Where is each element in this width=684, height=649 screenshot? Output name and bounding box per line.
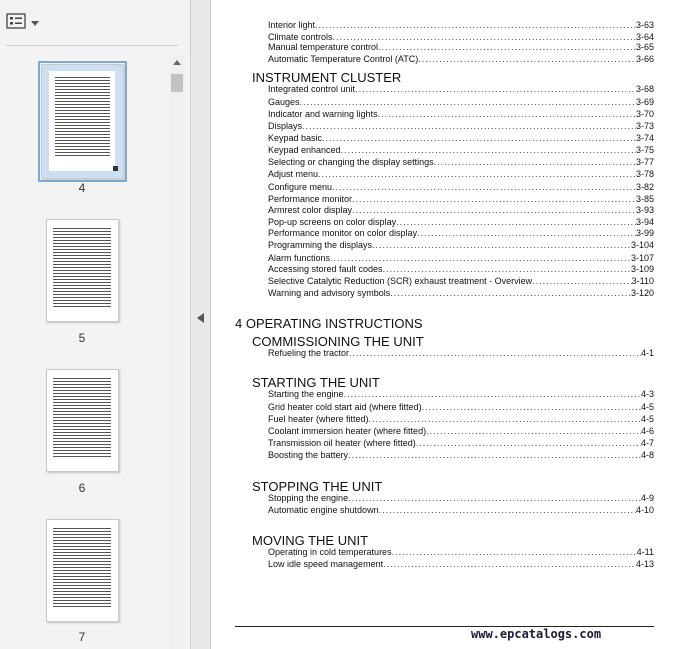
toc-entry-title: Coolant immersion heater (where fitted) (268, 426, 427, 436)
toc-entry[interactable] (268, 414, 654, 425)
page-thumbnail-5[interactable] (46, 219, 119, 322)
toc-entry[interactable] (268, 264, 654, 275)
toc-entry-title: Warning and advisory symbols (268, 288, 391, 298)
thumbnail-label: 4 (78, 181, 86, 195)
scrollbar-thumb[interactable] (171, 74, 183, 92)
toc-entry-title: Armrest color display (268, 205, 353, 215)
thumbnail-label: 5 (78, 331, 86, 345)
page-thumbnail-4[interactable] (41, 64, 124, 179)
toc-entry[interactable] (268, 402, 654, 413)
toc-entry-page: 4-5 (640, 402, 654, 412)
toc-entry[interactable] (268, 121, 654, 132)
toc-entry[interactable] (268, 97, 654, 108)
toc-entry[interactable] (268, 194, 654, 205)
toc-entry-page: 4-8 (640, 450, 654, 460)
chevron-down-icon (31, 14, 39, 32)
toc-entry[interactable] (268, 133, 654, 144)
toc-entry-page: 3-109 (630, 264, 654, 274)
toc-entry-page: 3-68 (635, 84, 654, 94)
thumbnail-label: 7 (78, 630, 86, 644)
toc-entry[interactable] (268, 389, 654, 400)
toc-entry-title: Interior light (268, 20, 316, 30)
toc-entry[interactable] (268, 559, 654, 570)
toc-entry-title: Keypad enhanced (268, 145, 341, 155)
toc-entry-title: Automatic Temperature Control (ATC) (268, 54, 419, 64)
toc-entry[interactable] (268, 42, 654, 53)
toc-entry[interactable] (268, 505, 654, 516)
toc-entry[interactable] (268, 276, 654, 287)
scroll-up-button[interactable] (169, 54, 185, 70)
toc-entry-title: Selecting or changing the display settings (268, 157, 434, 167)
toc-entry-title: Refueling the tractor (268, 348, 350, 358)
toc-entry-page: 3-69 (635, 97, 654, 107)
toc-entry-page: 3-110 (631, 276, 654, 286)
section-heading: COMMISSIONING THE UNIT (252, 334, 424, 349)
toc-entry-title: Gauges (268, 97, 300, 107)
toc-entry-page: 4-11 (636, 547, 654, 557)
toc-entry-title: Alarm functions (268, 253, 331, 263)
toc-entry[interactable] (268, 20, 654, 31)
toc-entry-page: 3-104 (630, 240, 654, 250)
toc-entry-page: 3-73 (635, 121, 654, 131)
toc-entry[interactable] (268, 54, 654, 65)
toc-entry-title: Configure menu (268, 182, 333, 192)
toc-entry-title: Integrated control unit (268, 84, 356, 94)
toc-entry-page: 3-82 (635, 182, 654, 192)
section-heading: STOPPING THE UNIT (252, 479, 383, 494)
toolbar-divider (6, 45, 178, 46)
toc-entry-title: Operating in cold temperatures (268, 547, 392, 557)
toc-entry[interactable] (268, 240, 654, 251)
toc-entry[interactable] (268, 547, 654, 558)
toc-entry-title: Accessing stored fault codes (268, 264, 383, 274)
toc-entry-page: 3-64 (635, 32, 654, 42)
toc-entry-page: 3-85 (635, 194, 654, 204)
toc-entry-title: Stopping the engine (268, 493, 349, 503)
toc-entry-title: Programming the displays (268, 240, 373, 250)
toc-entry[interactable] (268, 145, 654, 156)
toc-entry[interactable] (268, 205, 654, 216)
toc-entry-title: Performance monitor (268, 194, 353, 204)
toc-entry-title: Climate controls (268, 32, 333, 42)
toc-entry-page: 3-75 (635, 145, 654, 155)
panel-splitter[interactable] (191, 0, 211, 649)
thumbnails-scrollbar[interactable] (169, 54, 185, 649)
toc-entry-page: 3-93 (635, 205, 654, 215)
toc-entry-title: Grid heater cold start aid (where fitted) (268, 402, 422, 412)
toc-entry[interactable] (268, 426, 654, 437)
toc-entry-title: Starting the engine (268, 389, 344, 399)
triangle-left-icon (197, 310, 204, 328)
toc-entry-page: 4-6 (640, 426, 654, 436)
toc-entry-page: 4-1 (640, 348, 654, 358)
thumbnail-label: 6 (78, 481, 86, 495)
toc-entry[interactable] (268, 450, 654, 461)
toc-entry-title: Indicator and warning lights (268, 109, 378, 119)
toc-entry-page: 3-70 (635, 109, 654, 119)
toc-entry-title: Keypad basic (268, 133, 323, 143)
toc-entry-page: 4-9 (640, 493, 654, 503)
toc-entry-title: Fuel heater (where fitted) (268, 414, 369, 424)
toc-entry[interactable] (268, 109, 654, 120)
toc-entry[interactable] (268, 493, 654, 504)
footer-watermark-url: www.epcatalogs.com (471, 627, 602, 641)
toc-entry-page: 4-10 (635, 505, 654, 515)
collapse-panel-button[interactable] (195, 312, 205, 326)
list-view-icon (6, 13, 26, 34)
toc-entry[interactable] (268, 348, 654, 359)
toc-entry-page: 4-13 (635, 559, 654, 569)
thumbnail-options-button[interactable] (6, 13, 44, 33)
toc-entry-title: Boosting the battery (268, 450, 349, 460)
toc-entry-title: Manual temperature control (268, 42, 379, 52)
toc-entry-page: 3-77 (635, 157, 654, 167)
toc-entry-title: Selective Catalytic Reduction (SCR) exhaust treatment - Overview (268, 276, 533, 286)
toc-entry-title: Displays (268, 121, 303, 131)
toc-entry[interactable] (268, 253, 654, 264)
toc-entry-title: Pop-up screens on color display (268, 217, 397, 227)
toc-entry[interactable] (268, 84, 654, 95)
toc-entry[interactable] (268, 217, 654, 228)
toc-entry-title: Adjust menu (268, 169, 319, 179)
toc-entry-page: 3-107 (630, 253, 654, 263)
toc-entry[interactable] (268, 182, 654, 193)
thumbnails-toolbar (0, 0, 190, 46)
page-thumbnails-panel (0, 0, 191, 649)
toc-entry-page: 4-7 (640, 438, 654, 448)
chapter-heading: 4 OPERATING INSTRUCTIONS (235, 316, 423, 331)
toc-entry[interactable] (268, 157, 654, 168)
toc-entry-page: 3-120 (630, 288, 654, 298)
toc-entry-page: 3-94 (635, 217, 654, 227)
section-heading: INSTRUMENT CLUSTER (252, 70, 402, 85)
section-heading: MOVING THE UNIT (252, 533, 369, 548)
toc-entry-page: 4-5 (640, 414, 654, 424)
toc-entry-title: Low idle speed management (268, 559, 384, 569)
toc-entry-page: 3-63 (635, 20, 654, 30)
toc-entry-page: 3-78 (635, 169, 654, 179)
triangle-up-icon (173, 53, 181, 71)
page-thumbnail-7[interactable] (46, 519, 119, 622)
document-page (211, 0, 684, 649)
toc-entry-title: Performance monitor on color display (268, 228, 418, 238)
toc-entry-title: Automatic engine shutdown (268, 505, 379, 515)
toc-entry-page: 4-3 (640, 389, 654, 399)
section-heading: STARTING THE UNIT (252, 375, 380, 390)
toc-entry-title: Transmission oil heater (where fitted) (268, 438, 416, 448)
page-thumbnail-6[interactable] (46, 369, 119, 472)
toc-entry[interactable] (268, 288, 654, 299)
toc-entry[interactable] (268, 228, 654, 239)
toc-entry[interactable] (268, 169, 654, 180)
toc-entry-page: 3-99 (635, 228, 654, 238)
toc-entry[interactable] (268, 438, 654, 449)
toc-entry-page: 3-65 (635, 42, 654, 52)
toc-entry-page: 3-66 (635, 54, 654, 64)
toc-entry-page: 3-74 (635, 133, 654, 143)
